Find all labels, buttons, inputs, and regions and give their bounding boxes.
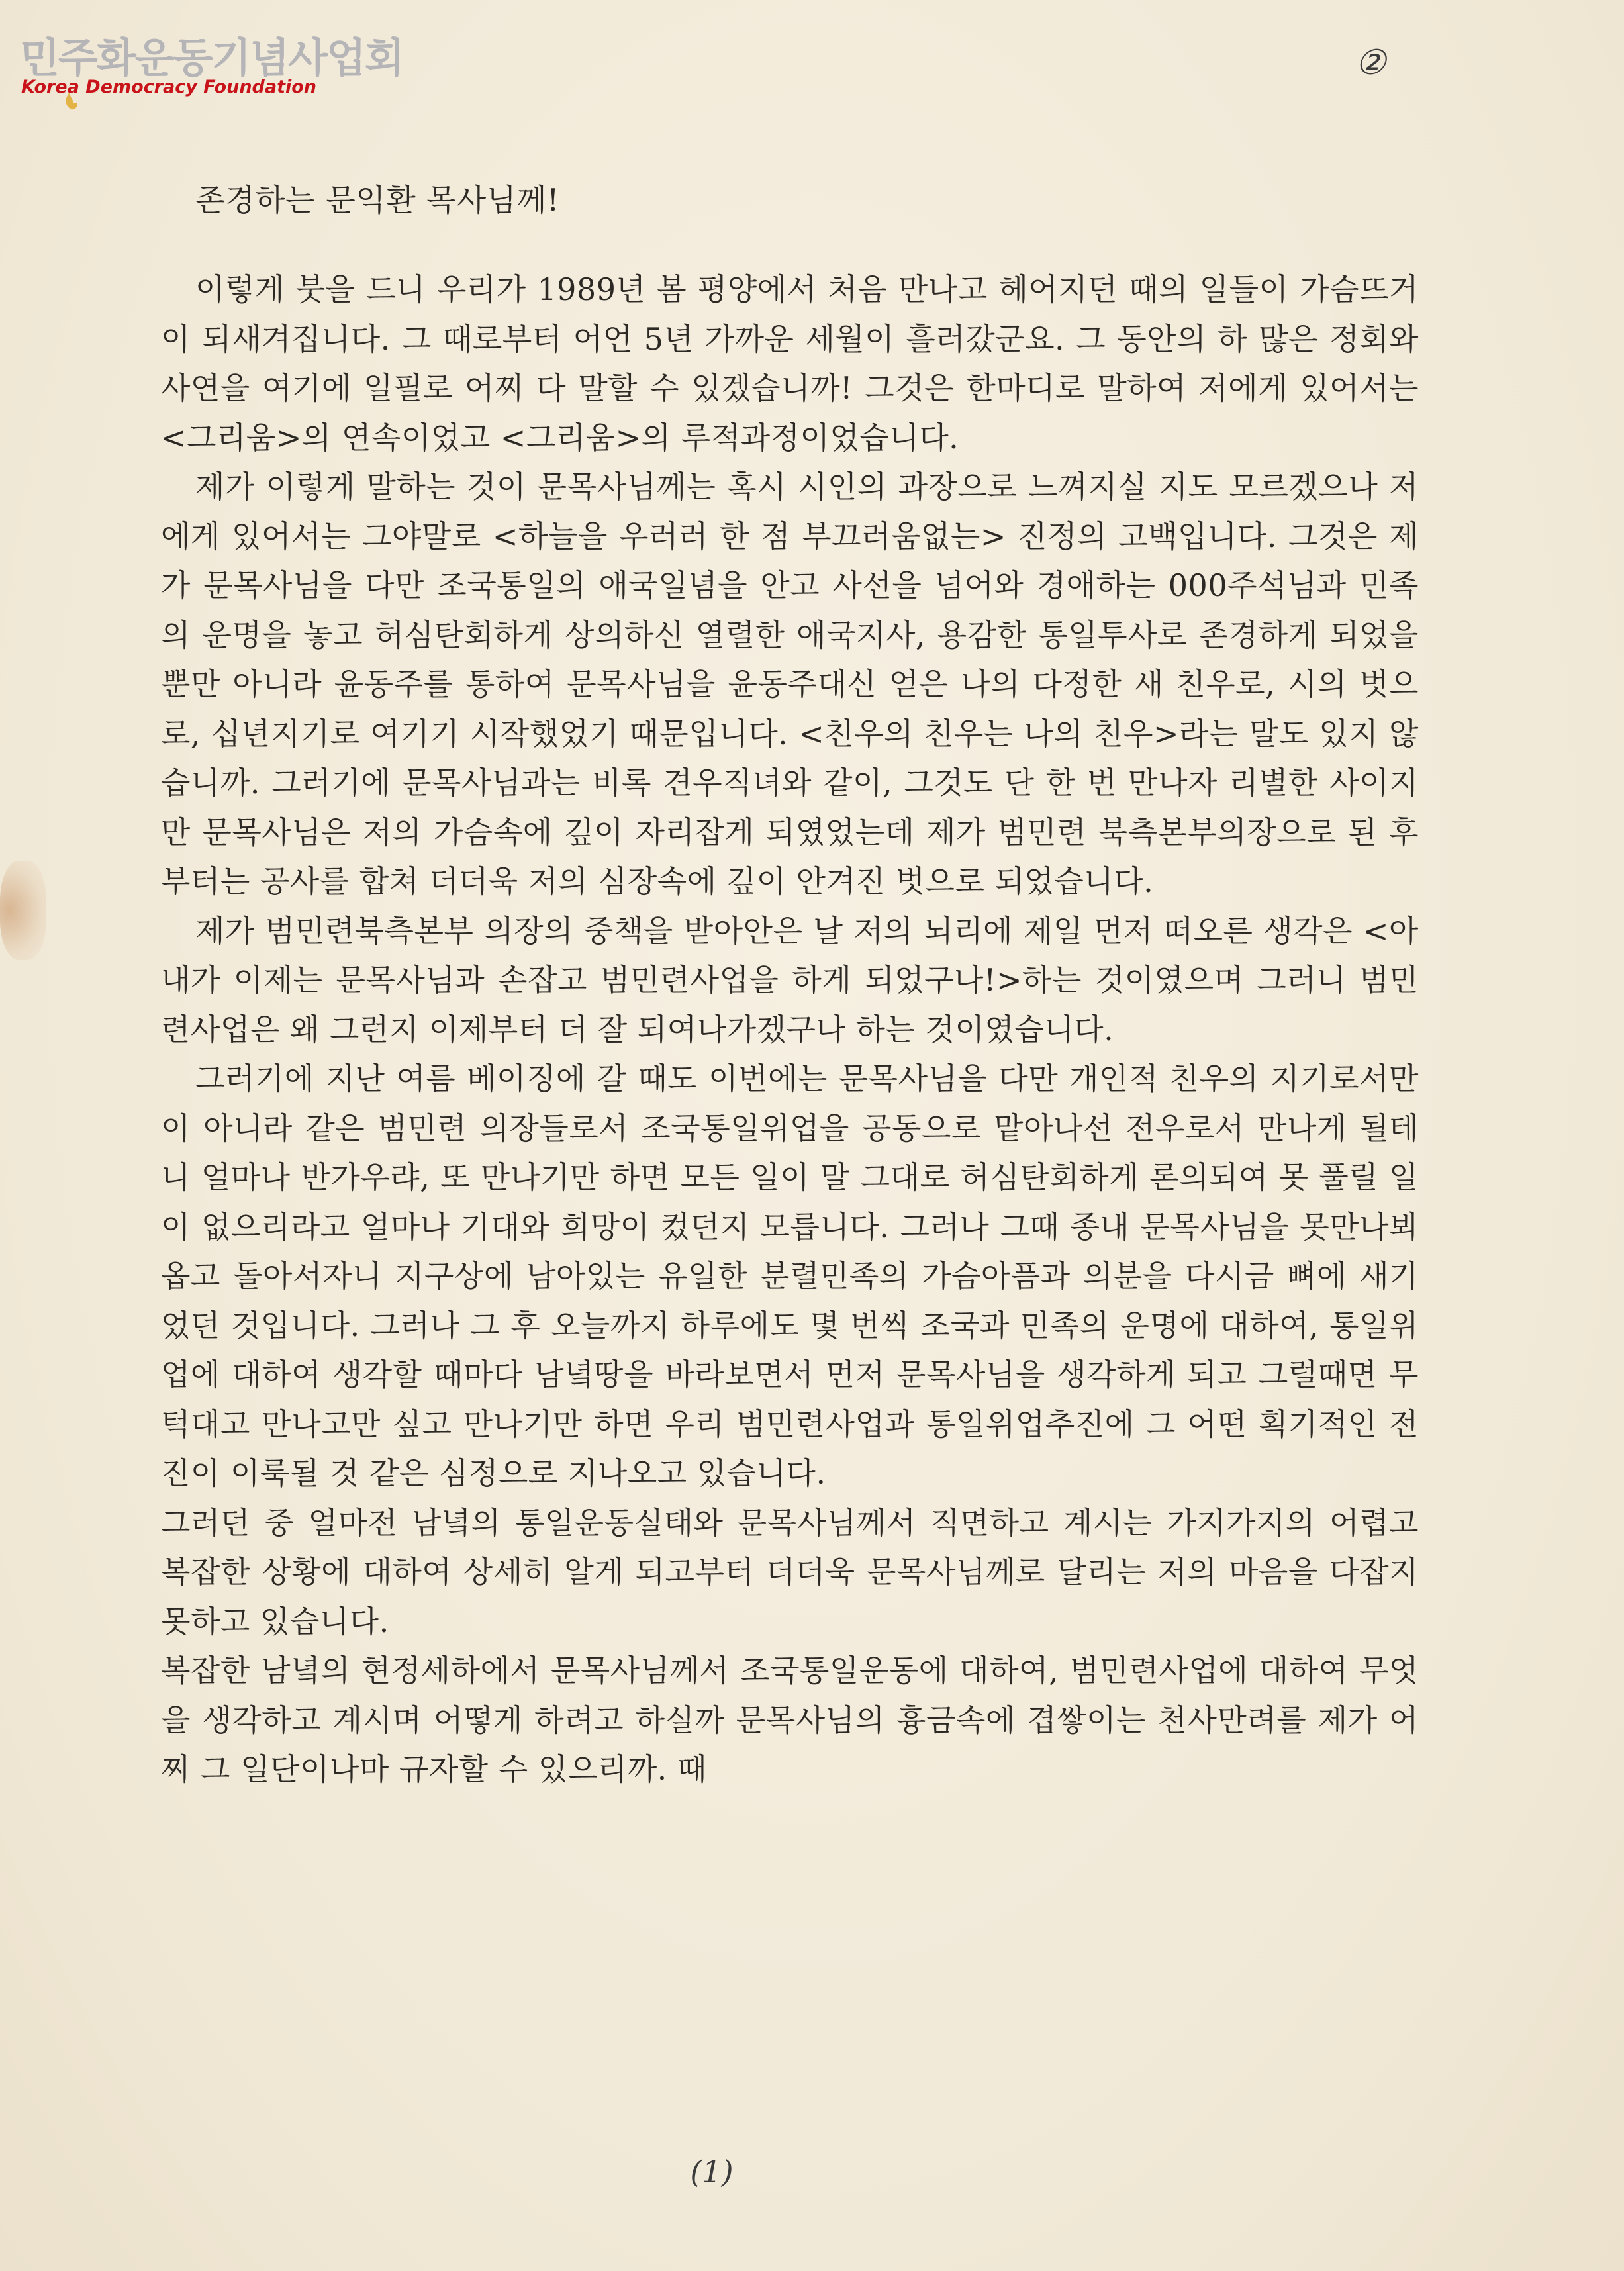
letter-paragraph: 제가 범민련북측본부 의장의 중책을 받아안은 날 저의 뇌리에 제일 먼저 떠오른 생각은 <아 내가 이제는 문목사님과 손잡고 범민련사업을 하게 되었구나!>하는 것이였으며 그러니 범민련사업은 왜 그런지 이제부터 더 잘 되여나가겠구나 하는 것이였습니다. xyxy=(161,912,1419,1047)
logo-korean-text: 민주화운동기념사업회 xyxy=(20,34,403,82)
foundation-logo xyxy=(20,19,403,105)
letter-paragraph: 복잡한 남녘의 현정세하에서 문목사님께서 조국통일운동에 대하여, 범민련사업에 대하여 무엇을 생각하고 계시며 어떻게 하려고 하실까 문목사님의 흉금속에 겹쌓이는 천사만려를 제가 어찌 그 일단이나마 규자할 수 있으리까. 때 xyxy=(161,1653,1419,1787)
logo-flame-icon xyxy=(58,88,85,111)
letter-body xyxy=(161,265,1419,1794)
handwritten-page-mark: ② xyxy=(1355,43,1386,83)
letter-paragraph: 그러기에 지난 여름 베이징에 갈 때도 이번에는 문목사님을 다만 개인적 친우의 지기로서만이 아니라 같은 범민련 의장들로서 조국통일위업을 공동으로 맡아나선 전우로서 만나게 될테니 얼마나 반가우랴, 또 만나기만 하면 모든 일이 말 그대로 허심탄회하게 론의되여 못 풀릴 일이 없으리라고 얼마나 기대와 희망이 컸던지 모릅니다. 그러나 그때 종내 문목사님을 못만나뵈옵고 돌아서자니 지구상에 남아있는 유일한 분렬민족의 가슴아픔과 의분을 다시금 뼈에 새기었던 것입니다. 그러나 그 후 오늘까지 하루에도 몇 번씩 조국과 민족의 운명에 대하여, 통일위업에 대하여 생각할 때마다 남녘땅을 바라보면서 먼저 문목사님을 생각하게 되고 그럴때면 무턱대고 만나고만 싶고 만나기만 하면 우리 범민련사업과 통일위업추진에 그 어떤 획기적인 전진이 이룩될 것 같은 심정으로 지나오고 있습니다. xyxy=(161,1061,1419,1491)
letter-paragraph: 제가 이렇게 말하는 것이 문목사님께는 혹시 시인의 과장으로 느껴지실 지도 모르겠으나 저에게 있어서는 그야말로 <하늘을 우러러 한 점 부끄러움없는> 진정의 고백입니다. 그것은 제가 문목사님을 다만 조국통일의 애국일념을 안고 사선을 넘어와 경애하는 000주석님과 민족의 운명을 놓고 허심탄회하게 상의하신 열렬한 애국지사, 용감한 통일투사로 존경하게 되었을 뿐만 아니라 윤동주를 통하여 문목사님을 윤동주대신 얻은 나의 다정한 새 친우로, 시의 벗으로, 십년지기로 여기기 시작했었기 때문입니다. <친우의 친우는 나의 친우>라는 말도 있지 않습니까. 그러기에 문목사님과는 비록 견우직녀와 같이, 그것도 단 한 번 만나자 리별한 사이지만 문목사님은 저의 가슴속에 깊이 자리잡게 되였었는데 제가 범민련 북측본부의장으로 된 후부터는 공사를 합쳐 더더욱 저의 심장속에 깊이 안겨진 벗으로 되었습니다. xyxy=(161,469,1419,899)
paper-stain xyxy=(0,861,46,960)
logo-english-text: Korea Democracy Foundation xyxy=(21,77,317,97)
letter-salutation: 존경하는 문익환 목사님께! xyxy=(195,182,560,218)
letter-paragraph: 이렇게 붓을 드니 우리가 1989년 봄 평양에서 처음 만나고 헤어지던 때의 일들이 가슴뜨거이 되새겨집니다. 그 때로부터 어언 5년 가까운 세월이 흘러갔군요. 그 동안의 하 많은 정회와 사연을 여기에 일필로 어찌 다 말할 수 있겠습니까! 그것은 한마디로 말하여 저에게 있어서는 <그리움>의 연속이었고 <그리움>의 루적과정이었습니다. xyxy=(161,271,1419,456)
letter-paragraph: 그러던 중 얼마전 남녘의 통일운동실태와 문목사님께서 직면하고 계시는 가지가지의 어렵고 복잡한 상황에 대하여 상세히 알게 되고부터 더더욱 문목사님께로 달리는 저의 마음을 다잡지 못하고 있습니다. xyxy=(161,1504,1419,1639)
page-number: (1) xyxy=(690,2154,734,2190)
